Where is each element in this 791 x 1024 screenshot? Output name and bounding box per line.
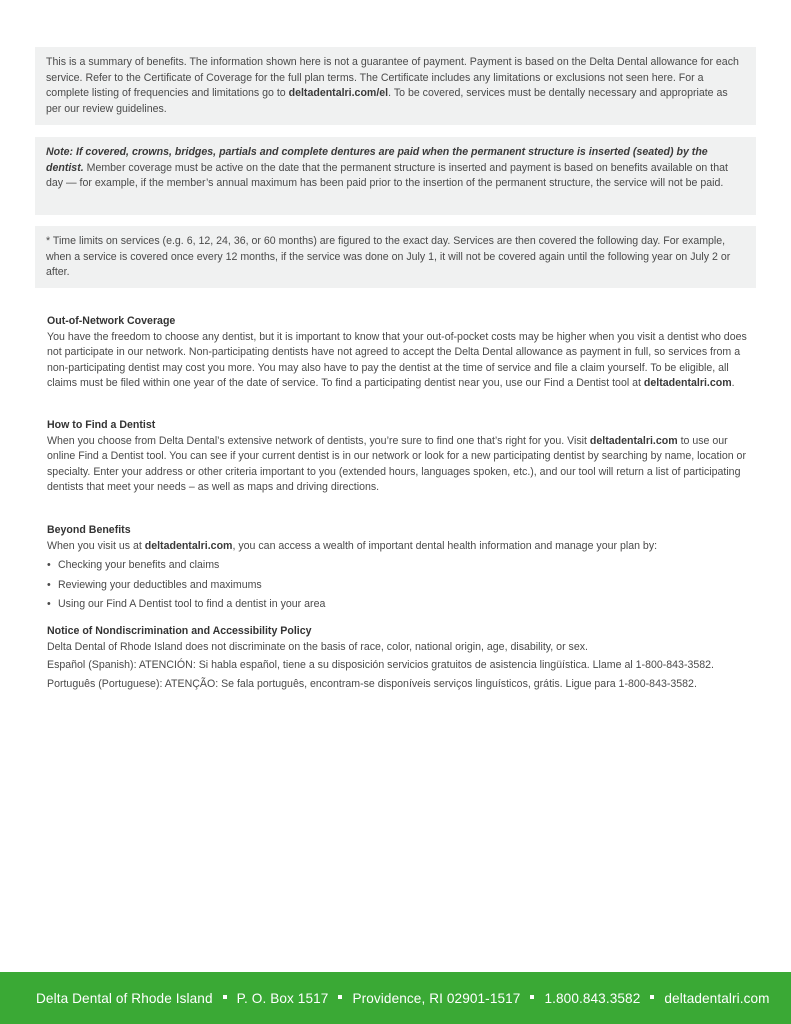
bullet-icon: • (47, 598, 51, 611)
out-of-network-section (47, 314, 747, 392)
dentures-note-text: Note: If covered, crowns, bridges, partials and complete dentures are paid when the permanent structure is inserted (seated) by the dentist. Member coverage must be active on the date that the permanent structure is inserted and payment is based on benefits available on that day — for example, if the member’s annual maximum has been paid prior to the insertion of the permanent structure, the service will not be paid. (46, 146, 728, 190)
square-separator-icon (338, 995, 342, 999)
footer-phone[interactable]: 1.800.843.3582 (544, 990, 641, 1006)
benefits-bullet-list (47, 558, 747, 613)
beyond-benefits-section (47, 523, 747, 617)
benefits-summary-box (35, 47, 756, 125)
beyond-benefits-heading: Beyond Benefits (47, 524, 131, 536)
bullet-icon: • (47, 559, 51, 572)
footer-city: Providence, RI 02901-1517 (352, 990, 521, 1006)
list-item: • Using our Find A Dentist tool to find a dentist in your area (47, 597, 747, 613)
find-dentist-section (47, 418, 747, 496)
dentures-note-box (35, 137, 756, 215)
square-separator-icon (650, 995, 654, 999)
footer-pobox: P. O. Box 1517 (236, 990, 329, 1006)
find-dentist-link[interactable]: deltadentalri.com (589, 434, 678, 447)
beyond-benefits-text: When you visit us at deltadentalri.com, you can access a wealth of important dental health information and manage your plan by: (47, 539, 658, 552)
out-of-network-link[interactable]: deltadentalri.com (643, 377, 732, 390)
out-of-network-heading: Out-of-Network Coverage (47, 315, 176, 327)
list-item: • Reviewing your deductibles and maximums (47, 578, 747, 594)
find-dentist-text: When you choose from Delta Dental’s extensive network of dentists, you’re sure to find one that’s right for you. Visit deltadentalri.com to use our online Find a Dentist tool. You can see if your current dentist is in our network or look for a new participating dentist by searching by name, location or specialty. Enter your address or other criteria important to you (extended hours, languages spoken, etc.), and our tool will return a list of participating dentists that meet your needs – as well as maps and driving directions. (47, 434, 746, 494)
benefits-summary-text: This is a summary of benefits. The information shown here is not a guarantee of payment. Payment is based on the Delta Dental allowance for each service. Refer to the Certificate of Coverage for the full plan terms. The Certificate includes any limitations or exclusions not seen here. For a complete listing of frequencies and limitations go to deltadentalri.com/el. To be covered, services must be dentally necessary and appropriate as per our review guidelines. (46, 56, 739, 115)
footer-company: Delta Dental of Rhode Island (36, 990, 213, 1006)
portuguese-notice: Português (Portuguese): ATENÇÃO: Se fala português, encontram-se disponíveis serviços linguísticos, grátis. Ligue para 1-800-843-3582. (47, 677, 697, 690)
limitations-link[interactable]: deltadentalri.com/el (288, 87, 389, 100)
time-limits-box (35, 226, 756, 288)
list-item: • Checking your benefits and claims (47, 558, 747, 574)
nondiscrimination-heading: Notice of Nondiscrimination and Accessibility Policy (47, 625, 312, 637)
find-dentist-heading: How to Find a Dentist (47, 419, 156, 431)
nondiscrimination-text: Delta Dental of Rhode Island does not discriminate on the basis of race, color, national origin, age, disability, or sex. (47, 640, 588, 653)
bullet-icon: • (47, 578, 51, 591)
nondiscrimination-section (47, 624, 747, 692)
note-bold-text: Note: If covered, crowns, bridges, partials and complete dentures are paid when the permanent structure is inserted (seated) by the dentist. (46, 146, 708, 174)
beyond-benefits-link[interactable]: deltadentalri.com (144, 539, 233, 552)
footer-bar (0, 972, 791, 1024)
spanish-notice: Español (Spanish): ATENCIÓN: Si habla español, tiene a su disposición servicios gratuitos de asistencia lingüística. Llame al 1-800-843-3582. (47, 659, 714, 672)
out-of-network-text: You have the freedom to choose any dentist, but it is important to know that your out-of-pocket costs may be higher when you visit a dentist who does not participate in our network. Non-participating dentists have not agreed to accept the Delta Dental allowance as payment in full, so services from a non-participating dentist may cost you more. You may also have to pay the dentist at the time of service and file a claim yourself. To be eligible, all claims must be filed within one year of the date of service. To find a participating dentist near you, use our Find a Dentist tool at deltadentalri.com. (47, 330, 747, 390)
square-separator-icon (223, 995, 227, 999)
footer-website[interactable]: deltadentalri.com (664, 990, 770, 1006)
time-limits-text: * Time limits on services (e.g. 6, 12, 24, 36, or 60 months) are figured to the exact day. Services are then covered the following day. For example, when a service is covered once every 12 months, if the service was done on July 1, it will not be covered again until the following year on July 2 or after. (46, 235, 731, 279)
square-separator-icon (530, 995, 534, 999)
